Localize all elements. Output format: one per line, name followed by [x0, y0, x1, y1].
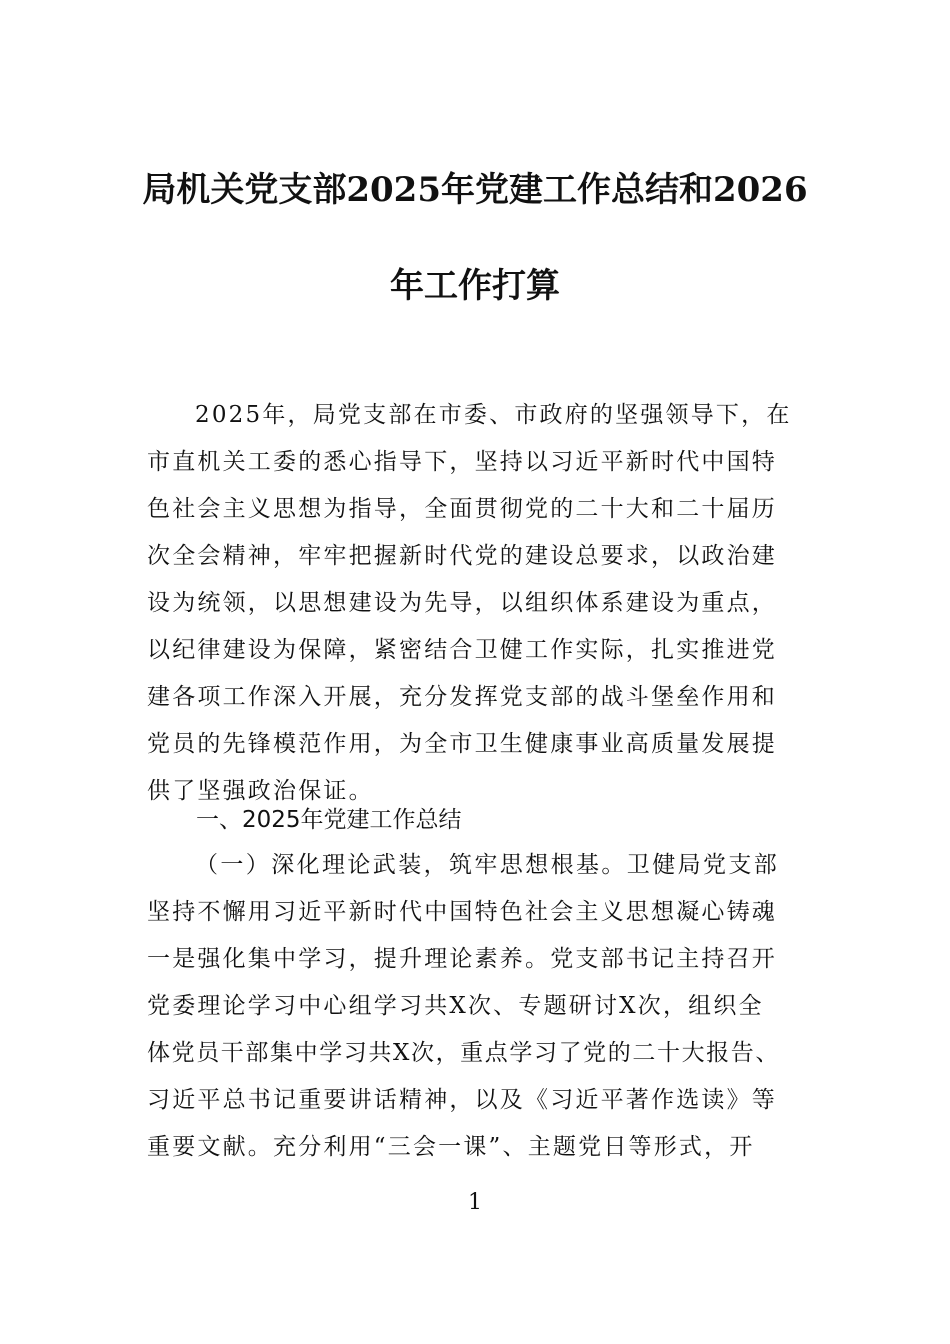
paragraph-1-line: 市直机关工委的悉心指导下，坚持以习近平新时代中国特	[147, 449, 777, 475]
paragraph-2-line: 坚持不懈用习近平新时代中国特色社会主义思想凝心铸魂	[147, 899, 777, 925]
paragraph-1-line: 供了坚强政治保证。	[147, 778, 374, 804]
paragraph-1-line: 设为统领，以思想建设为先导，以组织体系建设为重点，	[147, 590, 777, 616]
paragraph-1-line: 次全会精神，牢牢把握新时代党的建设总要求，以政治建	[147, 543, 777, 569]
paragraph-2-line: 一是强化集中学习，提升理论素养。党支部书记主持召开	[147, 946, 777, 972]
paragraph-2-line: 党委理论学习中心组学习共X次、专题研讨X次，组织全	[147, 993, 764, 1019]
document-title-line-1: 局机关党支部2025年党建工作总结和2026	[142, 170, 808, 210]
paragraph-2-line: （一）深化理论武装，筑牢思想根基。卫健局党支部	[195, 852, 780, 878]
paragraph-1-line: 建各项工作深入开展，充分发挥党支部的战斗堡垒作用和	[147, 684, 777, 710]
section-heading: 一、2025年党建工作总结	[196, 807, 462, 833]
paragraph-1-line: 色社会主义思想为指导，全面贯彻党的二十大和二十届历	[147, 496, 777, 522]
document-title-line-2: 年工作打算	[390, 266, 560, 306]
paragraph-1-line: 党员的先锋模范作用，为全市卫生健康事业高质量发展提	[147, 731, 777, 757]
paragraph-1-line: 2025年，局党支部在市委、市政府的坚强领导下，在	[195, 402, 792, 428]
paragraph-2-line: 习近平总书记重要讲话精神，以及《习近平著作选读》等	[147, 1087, 777, 1113]
paragraph-2-line: 体党员干部集中学习共X次，重点学习了党的二十大报告、	[147, 1040, 780, 1066]
page-number: 1	[468, 1190, 482, 1215]
paragraph-2-line: 重要文献。充分利用“三会一课”、主题党日等形式，开	[147, 1134, 755, 1160]
paragraph-1-line: 以纪律建设为保障，紧密结合卫健工作实际，扎实推进党	[147, 637, 777, 663]
